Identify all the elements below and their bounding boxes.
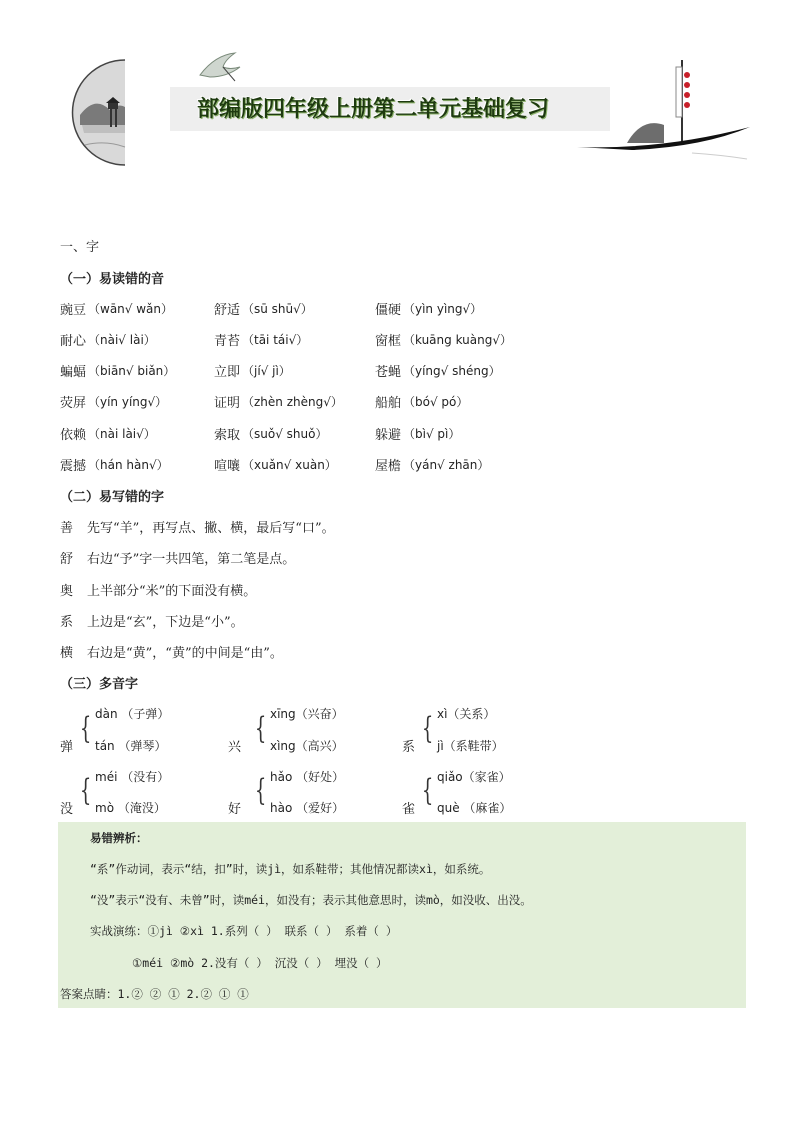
note-line: “没”表示“没有、未曾”时，读méi，如没有；表示其他意思时，读mò，如没收、出没。 — [90, 893, 532, 907]
reading-top: xì（关系） — [437, 707, 496, 721]
reading-top: hǎo （好处） — [270, 770, 345, 784]
reading-bottom: hào （爱好） — [270, 801, 345, 815]
subsection-heading: （一）易读错的音 — [60, 272, 165, 287]
pinyin-options: （biān√ biǎn） — [88, 364, 176, 378]
pinyin-options: （wān√ wǎn） — [88, 302, 174, 316]
word: 索取 — [214, 428, 241, 443]
word: 窗框 — [375, 334, 402, 349]
note-heading: 易错辨析： — [90, 831, 148, 845]
brace-icon: { — [254, 711, 267, 746]
char: 奥 — [60, 584, 74, 599]
writing-tip: 右边是“黄”，“黄”的中间是“由”。 — [87, 646, 283, 661]
pinyin-options: （yín yíng√） — [88, 395, 168, 409]
reading-bottom: jì（系鞋带） — [437, 739, 504, 753]
practice-line: 实战演练：①jì ②xì 1.系列（ ） 联系（ ） 系着（ ） — [90, 924, 398, 938]
polyphone-char: 系 — [402, 740, 416, 755]
writing-tip: 上半部分“米”的下面没有横。 — [87, 584, 257, 599]
word: 证明 — [214, 396, 241, 411]
polyphone-char: 没 — [60, 802, 74, 817]
pinyin-options: （zhèn zhèng√） — [242, 395, 343, 409]
word: 豌豆 — [60, 303, 87, 318]
reading-bottom: tán （弹琴） — [95, 739, 167, 753]
error-analysis-box — [58, 822, 746, 1008]
reading-top: méi （没有） — [95, 770, 170, 784]
word: 耐心 — [60, 334, 87, 349]
crane-bird-icon — [195, 45, 245, 85]
word: 屋檐 — [375, 459, 402, 474]
answer-line: 答案点睛：1.② ② ① 2.② ① ① — [60, 987, 249, 1001]
brace-icon: { — [421, 711, 434, 746]
writing-tip: 右边“予”字一共四笔，第二笔是点。 — [87, 552, 296, 567]
word: 蝙蝠 — [60, 365, 87, 380]
word: 船舶 — [375, 396, 402, 411]
note-line: “系”作动词，表示“结，扣”时，读jì，如系鞋带；其他情况都读xì，如系统。 — [90, 862, 491, 876]
char: 舒 — [60, 552, 74, 567]
word: 震撼 — [60, 459, 87, 474]
section-heading: 一、字 — [60, 240, 100, 255]
word: 苍蝇 — [375, 365, 402, 380]
polyphone-char: 弹 — [60, 740, 74, 755]
pinyin-options: （tāi tái√） — [242, 333, 309, 347]
brace-icon: { — [79, 773, 92, 808]
pinyin-options: （yán√ zhān） — [403, 458, 490, 472]
word: 喧嚷 — [214, 459, 241, 474]
pinyin-options: （jí√ jì） — [242, 364, 291, 378]
reading-top: qiǎo（家雀） — [437, 770, 511, 784]
reading-top: dàn （子弹） — [95, 707, 170, 721]
pinyin-options: （bó√ pó） — [403, 395, 469, 409]
pinyin-options: （xuǎn√ xuàn） — [242, 458, 337, 472]
pinyin-options: （yíng√ shéng） — [403, 364, 501, 378]
word: 躲避 — [375, 428, 402, 443]
landscape-emblem — [70, 55, 140, 170]
word: 僵硬 — [375, 303, 402, 318]
word: 立即 — [214, 365, 241, 380]
brace-icon: { — [254, 773, 267, 808]
pinyin-options: （hán hàn√） — [88, 458, 169, 472]
writing-tip: 先写“羊”，再写点、撇、横，最后写“口”。 — [87, 521, 335, 536]
word: 青苔 — [214, 334, 241, 349]
reading-bottom: mò （淹没） — [95, 801, 166, 815]
brace-icon: { — [421, 773, 434, 808]
pinyin-options: （yìn yìng√） — [403, 302, 483, 316]
pinyin-options: （kuāng kuàng√） — [403, 333, 512, 347]
reading-bottom: què （麻雀） — [437, 801, 512, 815]
word: 舒适 — [214, 303, 241, 318]
char: 系 — [60, 615, 74, 630]
practice-line: ①méi ②mò 2.没有（ ） 沉没（ ） 埋没（ ） — [132, 956, 388, 970]
boat-illustration — [572, 55, 754, 165]
page-title: 部编版四年级上册第二单元基础复习 — [197, 97, 550, 122]
writing-tip: 上边是“玄”，下边是“小”。 — [87, 615, 244, 630]
word: 依赖 — [60, 428, 87, 443]
polyphone-char: 雀 — [402, 802, 416, 817]
pinyin-options: （bì√ pì） — [403, 427, 461, 441]
pinyin-options: （sū shū√） — [242, 302, 313, 316]
char: 善 — [60, 521, 74, 536]
word: 荧屏 — [60, 396, 87, 411]
subsection-heading: （三）多音字 — [60, 677, 139, 692]
pinyin-options: （suǒ√ shuǒ） — [242, 427, 328, 441]
reading-bottom: xìng（高兴） — [270, 739, 344, 753]
reading-top: xīng（兴奋） — [270, 707, 344, 721]
pinyin-options: （nài√ lài） — [88, 333, 156, 347]
subsection-heading: （二）易写错的字 — [60, 490, 165, 505]
char: 横 — [60, 646, 74, 661]
pinyin-options: （nài lài√） — [88, 427, 156, 441]
polyphone-char: 好 — [228, 802, 242, 817]
polyphone-char: 兴 — [228, 740, 242, 755]
brace-icon: { — [79, 711, 92, 746]
